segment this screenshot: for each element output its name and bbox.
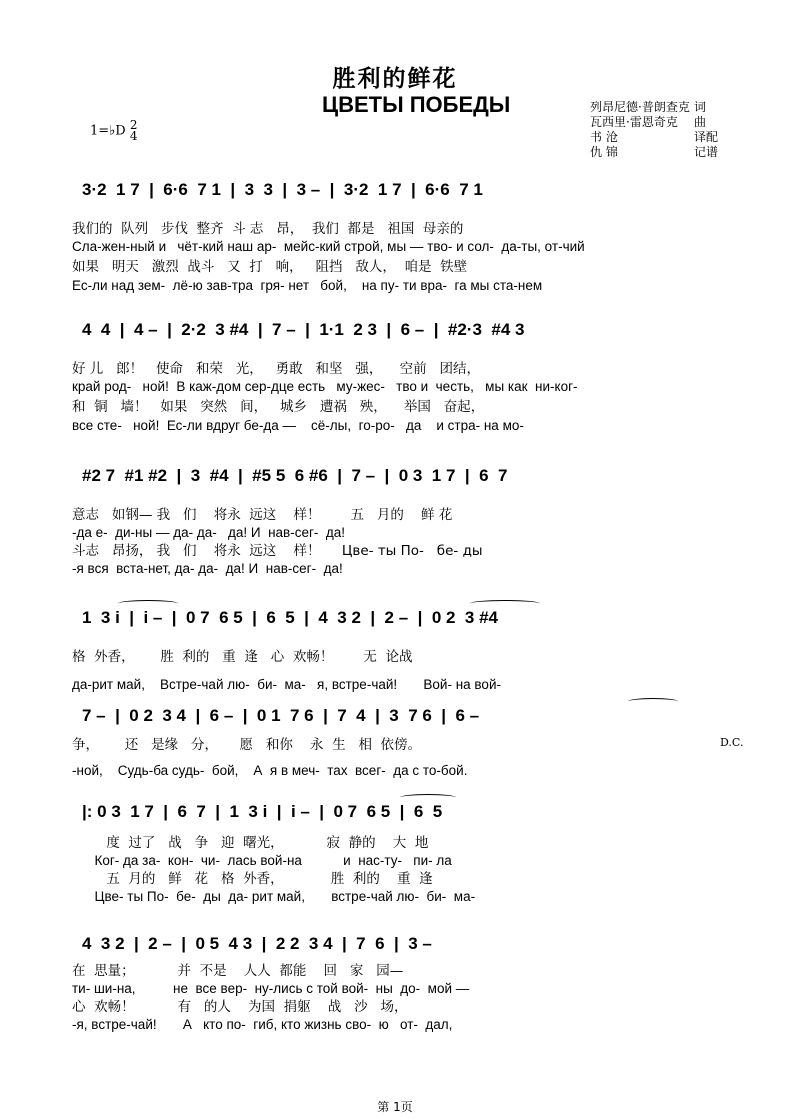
notation-line: 3·2 1 7 | 6·6 7 1 | 3 3 | 3 – | 3·2 1 7 | 6·6 7 1 (82, 180, 483, 199)
lyric-line: 如果 明天 激烈 战斗 又 打 响， 阻挡 敌人， 咱是 铁壁 (72, 259, 468, 275)
lyric-line: 争， 还 是缘 分， 愿 和你 永 生 相 依傍。 (72, 737, 422, 753)
key-signature (90, 120, 138, 142)
lyric-line: 五 月的 鲜 花 格 外香， 胜 利的 重 逢 (72, 871, 433, 887)
lyric-line: 好 儿 郎！ 使命 和荣 光， 勇敢 和坚 强， 空前 团结， (72, 361, 480, 377)
lyric-line: все сте- ной! Ес-ли вдруг бе-да — сё-лы, го-ро- да и стра- на мо- (72, 418, 524, 433)
title-russian: ЦВЕТЫ ПОБЕДЫ (322, 92, 511, 117)
lyric-line: -ной, Судь-ба судь- бой, А я в меч- тах всег- да с то-бой. (72, 763, 468, 778)
lyric-line: 格 外香， 胜 利的 重 逢 心 欢畅！ 无 论战 (72, 649, 413, 665)
lyric-line: 和 铜 墙！ 如果 突然 间， 城乡 遭祸 殃， 举国 奋起， (72, 399, 485, 415)
credit-composer: 瓦西里·雷恩奇克 曲 (590, 115, 707, 129)
notation-line: 1 3 i | i – | 0 7 6 5 | 6 5 | 4 3 2 | 2 – | 0 2 3 #4 (82, 608, 498, 627)
lyric-line: -я, встре-чай! А кто по- гиб, кто жизнь сво- ю от- дал, (72, 1017, 453, 1032)
lyric-line: Ког- да за- кон- чи- лась вой-на и нас-ту- пи- ла (72, 853, 452, 868)
lyric-line: да-рит май, Встре-чай лю- би- ма- я, встре-чай! Вой- на вой- (72, 677, 501, 692)
lyric-line: 意志 如钢— 我 们 将永 远这 样！ 五 月的 鲜 花 (72, 507, 453, 523)
lyric-line: 度 过了 战 争 迎 曙光， 寂 静的 大 地 (72, 835, 429, 851)
time-signature (130, 120, 138, 142)
lyric-line: Сла-жен-ный и чёт-кий наш ар- мейс-кий строй, мы — тво- и сол- да-ты, от-чий (72, 239, 585, 254)
credit-transcriber: 仇 锦 记谱 (590, 145, 719, 159)
lyric-line: 在 思量； 并 不是 人人 都能 回 家 园— (72, 963, 404, 979)
credit-lyricist: 列昂尼德·普朗查克 词 (590, 100, 707, 114)
lyric-line: край род- ной! В каж-дом сер-дце есть му-жес- тво и честь, мы как ни-ког- (72, 379, 578, 394)
credits (590, 100, 740, 160)
notation-line: 4 4 | 4 – | 2·2 3 #4 | 7 – | 1·1 2 3 | 6 – | #2·3 #4 3 (82, 320, 525, 339)
lyric-line: 心 欢畅！ 有 的人 为国 捐躯 战 沙 场， (72, 999, 408, 1015)
lyric-line: -я вся вста-нет, да- да- да! И нав-сег- да! (72, 561, 343, 576)
credit-translator: 书 沧 译配 (590, 130, 719, 144)
notation-line: 7 – | 0 2 3 4 | 6 – | 0 1 7 6 | 7 4 | 3 7 6 | 6 – (82, 706, 480, 725)
slur (118, 600, 178, 607)
page-number: 第 1页 (377, 1100, 413, 1114)
da-capo-mark: D.C. (720, 736, 744, 749)
lyric-line: ти- ши-на, не все вер- ну-лись с той вой- ны до- мой — (72, 981, 470, 996)
meter-bottom: 4 (129, 129, 138, 143)
lyric-line: Цве- ты По- бе- ды да- рит май, встре-чай лю- би- ма- (72, 889, 476, 904)
lyric-line: 斗志 昂扬， 我 们 将永 远这 样！ Цве- ты По- бе- ды (72, 543, 483, 559)
lyric-line: -да е- ди-ны — да- да- да! И нав-сег- да! (72, 525, 346, 540)
meter-top: 2 (129, 118, 138, 132)
lyric-line: Ес-ли над зем- лё-ю зав-тра гря- нет бой, на пу- ти вра- га мы ста-нем (72, 278, 543, 293)
notation-line: #2 7 #1 #2 | 3 #4 | #5 5 6 #6 | 7 – | 0 3 1 7 | 6 7 (82, 466, 508, 485)
title-chinese: 胜利的鲜花 (332, 65, 458, 92)
lyric-line: 我们的 队列 步伐 整齐 斗 志 昂， 我们 都是 祖国 母亲的 (72, 221, 464, 237)
notation-line: 4 3 2 | 2 – | 0 5 4 3 | 2 2 3 4 | 7 6 | 3 – (82, 934, 432, 953)
slur (470, 600, 540, 607)
slur (400, 794, 456, 801)
slur (628, 698, 678, 705)
notation-line: |: 0 3 1 7 | 6 7 | 1 3 i | i – | 0 7 6 5 | 6 5 (82, 802, 443, 821)
key-label: 1=♭D (90, 123, 126, 139)
